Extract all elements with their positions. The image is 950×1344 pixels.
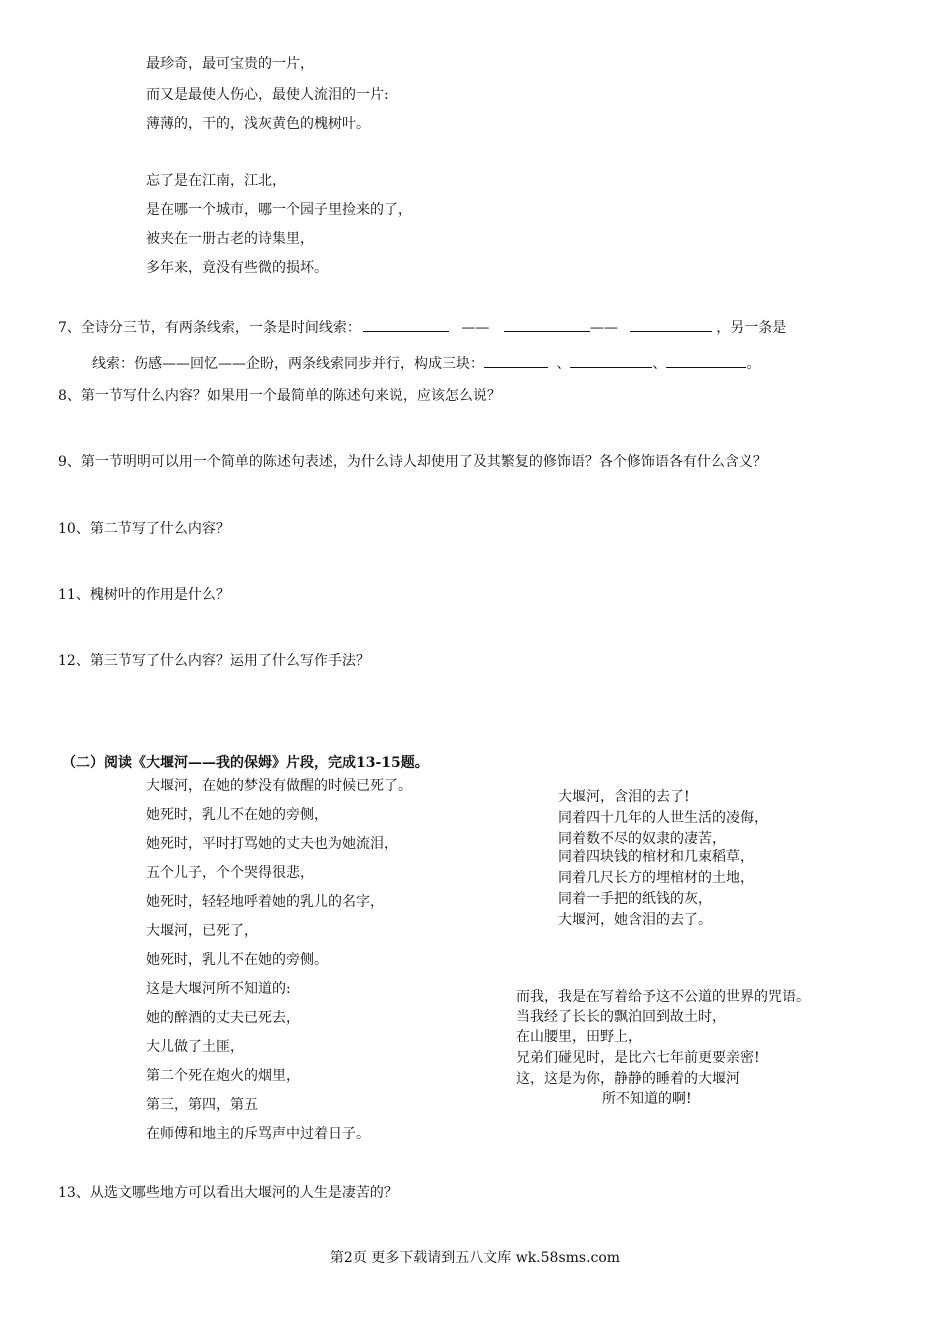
answer-blank[interactable] [484,353,548,368]
poem-line: 她死时，乳儿不在她的旁侧， [146,807,328,823]
question-7-text: ，另一条是 [716,320,787,336]
poem-line: 兄弟们碰见时，是比六七年前更要亲密! [516,1050,760,1066]
poem-line: 同着数不尽的奴隶的凄苦， [558,831,726,847]
page-footer: 第2页 更多下载请到五八文库 wk.58sms.com [329,1250,621,1266]
poem-line: 而我，我是在写着给予这不公道的世界的咒语。 [516,989,810,1005]
dash-separator: —— [461,320,490,336]
poem-line: 在山腰里，田野上， [516,1029,642,1045]
poem-line: 大堰河，在她的梦没有做醒的时候已死了。 [146,778,412,794]
poem-line: 当我经了长长的飘泊回到故土时， [516,1009,726,1025]
dash-separator: —— [589,320,618,336]
poem-line: 大儿做了土匪， [146,1039,244,1055]
poem-line: 忘了是在江南，江北， [146,173,286,189]
poem-line: 五个儿子，个个哭得很悲， [146,865,314,881]
answer-blank[interactable] [630,317,712,332]
poem-line: 薄薄的，干的，浅灰黄色的槐树叶。 [146,116,370,132]
comma-separator: 、 [556,356,571,372]
poem-line: 被夹在一册古老的诗集里， [146,231,314,247]
poem-line: 她死时，乳儿不在她的旁侧。 [146,952,328,968]
question-8: 8、第一节写什么内容？如果用一个最简单的陈述句来说，应该怎么说？ [58,388,501,404]
poem-line: 最珍奇，最可宝贵的一片， [146,56,314,72]
question-12: 12、第三节写了什么内容？运用了什么写作手法？ [58,653,370,669]
question-13: 13、从选文哪些地方可以看出大堰河的人生是凄苦的？ [58,1185,398,1201]
answer-blank[interactable] [363,317,449,332]
question-7-text: 线索：伤感——回忆——企盼，两条线索同步并行，构成三块： [92,356,484,372]
poem-line: 同着四十几年的人世生活的凌侮， [558,810,768,826]
answer-blank[interactable] [570,353,652,368]
question-11: 11、槐树叶的作用是什么？ [58,587,230,603]
comma-separator: 、 [652,356,667,372]
poem-line: 在师傅和地主的斥骂声中过着日子。 [146,1126,370,1142]
poem-line: 大堰河，她含泪的去了。 [558,912,712,928]
poem-line: 同着一手把的纸钱的灰， [558,891,712,907]
poem-line: 同着几尺长方的埋棺材的土地， [558,870,754,886]
poem-line: 而又是最使人伤心，最使人流泪的一片: [146,87,389,103]
question-7-line-1 [58,317,786,337]
poem-line: 她死时，平时打骂她的丈夫也为她流泪， [146,836,398,852]
question-10: 10、第二节写了什么内容？ [58,521,230,537]
poem-line: 多年来，竟没有些微的损坏。 [146,260,328,276]
poem-line: 第二个死在炮火的烟里， [146,1068,300,1084]
poem-line: 第三，第四，第五 [146,1097,258,1113]
poem-line: 大堰河，已死了， [146,923,258,939]
answer-blank[interactable] [504,317,590,332]
poem-line: 她的醉酒的丈夫已死去， [146,1010,300,1026]
section-title: （二）阅读《大堰河——我的保姆》片段，完成13-15题。 [62,755,429,771]
poem-line: 是在哪一个城市，哪一个园子里捡来的了， [146,202,412,218]
answer-blank[interactable] [666,353,746,368]
question-7-text: 7、全诗分三节，有两条线索，一条是时间线索： [58,320,361,336]
poem-line: 这，这是为你，静静的睡着的大堰河 [516,1071,740,1087]
question-9: 9、第一节明明可以用一个简单的陈述句表述，为什么诗人却使用了及其繁复的修饰语？各个修饰语各有什么含义？ [58,454,767,470]
poem-line: 所不知道的啊! [602,1091,692,1107]
poem-line: 这是大堰河所不知道的: [146,981,291,997]
poem-line: 大堰河，含泪的去了! [558,789,690,805]
poem-line: 她死时，轻轻地呼着她的乳儿的名字， [146,894,384,910]
question-7-line-2 [92,353,760,373]
poem-line: 同着四块钱的棺材和几束稻草， [558,849,754,865]
period: 。 [746,356,761,372]
